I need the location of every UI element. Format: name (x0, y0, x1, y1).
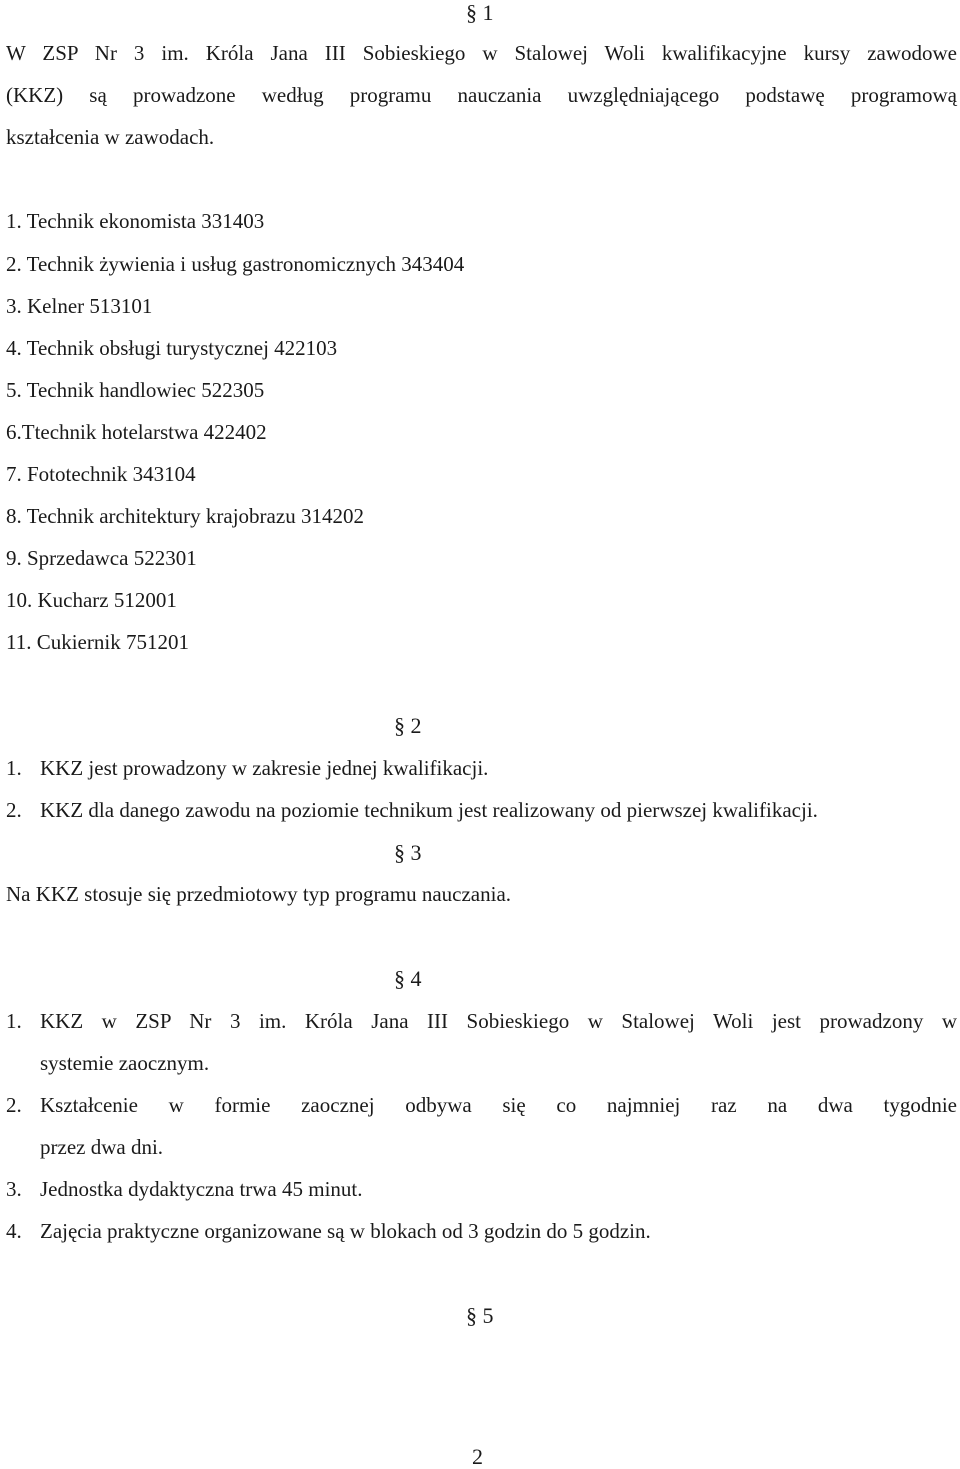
list-item: 5. Technik handlowiec 522305 (6, 378, 265, 402)
intro-line-2: (KKZ) są prowadzone według programu nauczania uwzględniającego podstawę programową (6, 83, 957, 107)
list-item: 3. Kelner 513101 (6, 294, 153, 318)
section-5-heading: § 5 (466, 1303, 494, 1328)
item-text: KKZ w ZSP Nr 3 im. Króla Jana III Sobieskiego w Stalowej Woli jest prowadzony w (40, 1009, 957, 1033)
list-item: 2. Technik żywienia i usług gastronomicznych 343404 (6, 252, 465, 276)
item-text-continued: przez dwa dni. (40, 1135, 164, 1159)
item-number: 2. (6, 798, 22, 822)
list-item: 1. Technik ekonomista 331403 (6, 209, 265, 233)
item-number: 1. (6, 756, 22, 780)
list-item: 7. Fototechnik 343104 (6, 462, 196, 486)
section-2-heading: § 2 (394, 713, 422, 738)
item-text: Zajęcia praktyczne organizowane są w blokach od 3 godzin do 5 godzin. (40, 1219, 651, 1243)
list-item: 10. Kucharz 512001 (6, 588, 177, 612)
item-number: 4. (6, 1219, 22, 1243)
item-text: Kształcenie w formie zaocznej odbywa się co najmniej raz na dwa tygodnie (40, 1093, 957, 1117)
item-number: 2. (6, 1093, 22, 1117)
section-3-text: Na KKZ stosuje się przedmiotowy typ programu nauczania. (6, 882, 512, 906)
section-3-heading: § 3 (394, 840, 422, 865)
item-number: 3. (6, 1177, 22, 1201)
list-item: 4. Technik obsługi turystycznej 422103 (6, 336, 338, 360)
page-number: 2 (472, 1444, 483, 1469)
item-text: KKZ dla danego zawodu na poziomie technikum jest realizowany od pierwszej kwalifikacji. (40, 798, 818, 822)
section-4-heading: § 4 (394, 966, 422, 991)
list-item: 11. Cukiernik 751201 (6, 630, 189, 654)
intro-line-1: W ZSP Nr 3 im. Króla Jana III Sobieskiego w Stalowej Woli kwalifikacyjne kursy zawodowe (6, 41, 957, 65)
list-item: 8. Technik architektury krajobrazu 314202 (6, 504, 364, 528)
item-text-continued: systemie zaocznym. (40, 1051, 210, 1075)
item-text: KKZ jest prowadzony w zakresie jednej kwalifikacji. (40, 756, 489, 780)
item-number: 1. (6, 1009, 22, 1033)
list-item: 6.Ttechnik hotelarstwa 422402 (6, 420, 267, 444)
list-item: 9. Sprzedawca 522301 (6, 546, 197, 570)
intro-line-3: kształcenia w zawodach. (6, 125, 215, 149)
item-text: Jednostka dydaktyczna trwa 45 minut. (40, 1177, 363, 1201)
section-1-heading: § 1 (466, 0, 494, 25)
